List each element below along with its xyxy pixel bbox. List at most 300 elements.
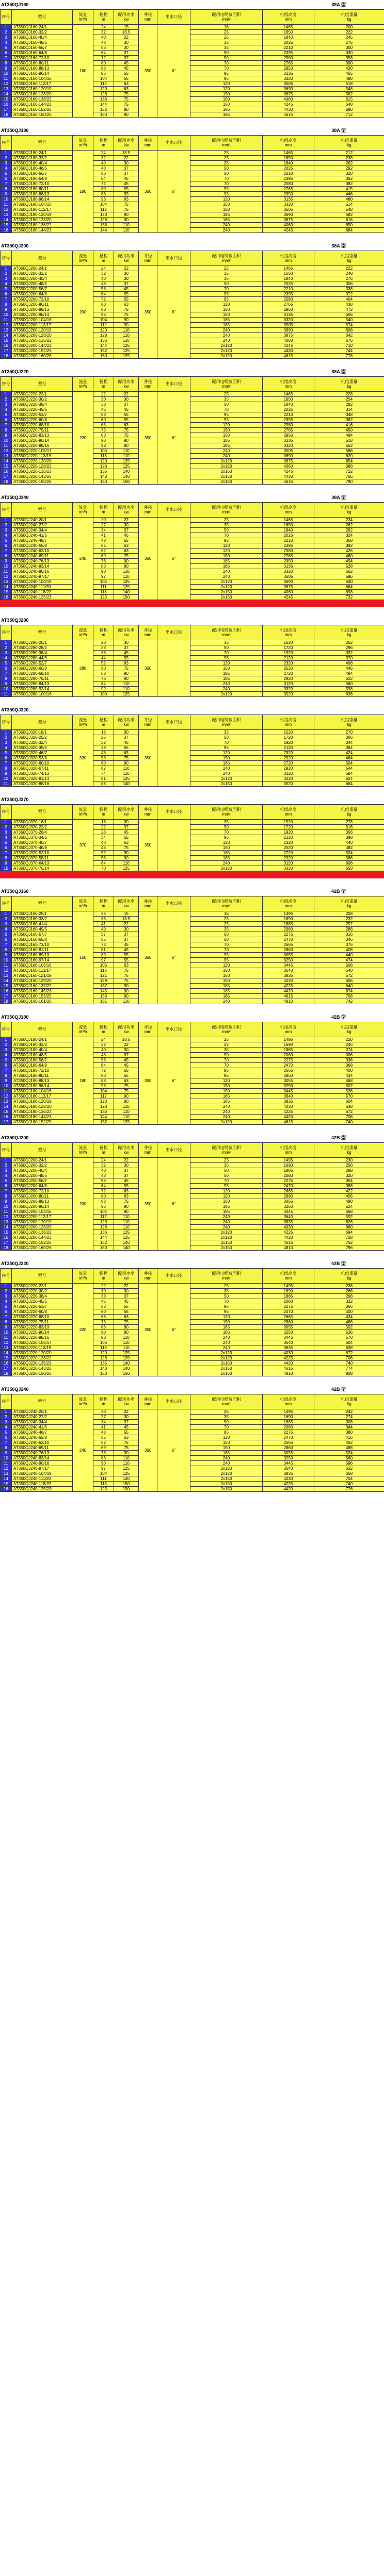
row-index: 2 bbox=[1, 1163, 12, 1168]
table-row bbox=[1, 671, 384, 676]
row-model: AT350QJ160-129/20 bbox=[12, 978, 73, 984]
row-model: AT350QJ180-136/22 bbox=[12, 1109, 73, 1115]
row-length: 2580 bbox=[263, 423, 314, 428]
row-index: 1 bbox=[1, 820, 12, 825]
row-cable: 50 bbox=[190, 1168, 263, 1173]
row-weight: 262 bbox=[314, 640, 384, 645]
row-power: 22 bbox=[114, 156, 139, 161]
row-head: 68 bbox=[93, 423, 114, 428]
row-power: 63 bbox=[114, 751, 139, 756]
row-outlet: 6" bbox=[157, 911, 190, 1004]
row-head: 22 bbox=[93, 392, 114, 397]
row-cable: 240 bbox=[190, 1345, 263, 1351]
row-weight: 274 bbox=[314, 1415, 384, 1420]
row-head: 64 bbox=[93, 861, 114, 866]
row-model: AT350QJ220-22/1 bbox=[12, 1284, 73, 1289]
row-cable: 150 bbox=[190, 666, 263, 671]
table-row bbox=[1, 318, 384, 323]
row-head: 39 bbox=[93, 745, 114, 751]
row-index: 3 bbox=[1, 651, 12, 656]
row-model: AT350QJ220-45/5 bbox=[12, 407, 73, 412]
row-length: 3640 bbox=[263, 1466, 314, 1471]
row-power: 150 bbox=[114, 1487, 139, 1492]
table-row bbox=[1, 464, 384, 469]
row-cable: 150 bbox=[190, 92, 263, 97]
table-row bbox=[1, 407, 384, 412]
row-length: 4420 bbox=[263, 989, 314, 994]
row-model: AT350QJ180-80/11 bbox=[12, 1073, 73, 1078]
row-power: 110 bbox=[114, 861, 139, 866]
row-length: 1885 bbox=[263, 1168, 314, 1173]
section-divider bbox=[0, 600, 384, 607]
row-length: 4245 bbox=[263, 469, 314, 474]
table-row bbox=[1, 1037, 384, 1042]
row-power: 90 bbox=[114, 676, 139, 682]
row-model: AT350QJ240-55/8 bbox=[12, 543, 73, 549]
row-model: AT350QJ180-72/10 bbox=[12, 181, 73, 187]
row-model: AT350QJ180-56/7 bbox=[12, 1058, 73, 1063]
row-model: AT350QJ180-96/14 bbox=[12, 1084, 73, 1089]
header-length: 机组高度 mm bbox=[263, 805, 314, 820]
table-row bbox=[1, 1053, 384, 1058]
row-cable: 2x150 bbox=[190, 1240, 263, 1245]
row-flow: 370 bbox=[73, 820, 93, 871]
row-model: AT350QJ370-70/14 bbox=[12, 866, 73, 871]
row-model: AT350QJ370-34/5 bbox=[12, 835, 73, 840]
row-head: 97 bbox=[93, 958, 114, 963]
row-index: 6 bbox=[1, 292, 12, 297]
table-row bbox=[1, 1109, 384, 1115]
row-index: 15 bbox=[1, 1109, 12, 1115]
header-cable: 配用电缆截面积 mm² bbox=[190, 1022, 263, 1037]
row-head: 36 bbox=[93, 651, 114, 656]
row-length: 3055 bbox=[263, 1078, 314, 1084]
row-length: 1495 bbox=[263, 1158, 314, 1163]
table-row bbox=[1, 1048, 384, 1053]
row-head: 112 bbox=[93, 1215, 114, 1220]
row-index: 3 bbox=[1, 528, 12, 533]
row-cable: 50 bbox=[190, 932, 263, 937]
row-head: 84 bbox=[93, 682, 114, 687]
row-model: AT350QJ160-32/2 bbox=[12, 30, 73, 35]
row-index: 14 bbox=[1, 1351, 12, 1356]
row-length: 2765 bbox=[263, 428, 314, 433]
row-head: 83 bbox=[93, 433, 114, 438]
table-row bbox=[1, 1415, 384, 1420]
row-index: 18 bbox=[1, 354, 12, 359]
row-weight: 490 bbox=[314, 1199, 384, 1204]
row-power: 140 bbox=[114, 474, 139, 479]
row-weight: 254 bbox=[314, 397, 384, 402]
header-idx: 序号 bbox=[1, 625, 12, 640]
row-power: 75 bbox=[114, 312, 139, 318]
row-index: 17 bbox=[1, 1240, 12, 1245]
row-index: 10 bbox=[1, 564, 12, 569]
row-weight: 524 bbox=[314, 851, 384, 856]
table-row bbox=[1, 825, 384, 830]
row-head: 160 bbox=[93, 354, 114, 359]
row-weight: 774 bbox=[314, 1366, 384, 1371]
row-head: 18 bbox=[93, 730, 114, 735]
row-cable: 95 bbox=[190, 538, 263, 543]
table-row bbox=[1, 312, 384, 318]
header-head: 扬程 m bbox=[93, 377, 114, 392]
row-power: 63 bbox=[114, 87, 139, 92]
row-length: 1650 bbox=[263, 271, 314, 276]
row-index: 4 bbox=[1, 1425, 12, 1430]
row-cable: 2x120 bbox=[190, 579, 263, 585]
row-length: 3835 bbox=[263, 1220, 314, 1225]
table-row bbox=[1, 302, 384, 307]
row-head: 97 bbox=[93, 1466, 114, 1471]
row-head: 76 bbox=[93, 559, 114, 564]
row-index: 1 bbox=[1, 266, 12, 271]
row-cable: 120 bbox=[190, 87, 263, 92]
table-row bbox=[1, 745, 384, 751]
row-power: 75 bbox=[114, 1320, 139, 1325]
row-head: 76 bbox=[93, 1451, 114, 1456]
row-cable: 240 bbox=[190, 1225, 263, 1230]
row-power: 90 bbox=[114, 112, 139, 118]
row-flow: 160 bbox=[73, 25, 93, 118]
header-weight: 机组重量 kg bbox=[314, 625, 384, 640]
table-body bbox=[1, 730, 384, 787]
row-model: AT350QJ320-81/14 bbox=[12, 776, 73, 782]
header-idx: 序号 bbox=[1, 896, 12, 911]
row-length: 3120 bbox=[263, 861, 314, 866]
row-weight: 424 bbox=[314, 751, 384, 756]
row-index: 11 bbox=[1, 1335, 12, 1340]
row-power: 55 bbox=[114, 192, 139, 197]
row-power: 75 bbox=[114, 1084, 139, 1089]
row-length: 3320 bbox=[263, 687, 314, 692]
header-weight: 机组重量 kg bbox=[314, 251, 384, 266]
row-model: AT350QJ200-136/22 bbox=[12, 338, 73, 343]
row-cable: 120 bbox=[190, 661, 263, 666]
spec-table bbox=[0, 9, 384, 118]
row-model: AT350QJ220-60/8 bbox=[12, 1309, 73, 1315]
row-weight: 608 bbox=[314, 861, 384, 866]
row-weight: 236 bbox=[314, 1284, 384, 1289]
row-model: AT350QJ240-125/23 bbox=[12, 1487, 73, 1492]
row-length: 4615 bbox=[263, 1120, 314, 1125]
row-weight: 408 bbox=[314, 661, 384, 666]
row-cable: 25 bbox=[190, 35, 263, 40]
row-index: 9 bbox=[1, 1078, 12, 1084]
row-head: 44 bbox=[93, 656, 114, 661]
header-pipe: 井径 mm bbox=[139, 1269, 157, 1284]
row-length: 3875 bbox=[263, 333, 314, 338]
row-cable: 50 bbox=[190, 735, 263, 740]
section-gap bbox=[0, 1125, 384, 1133]
row-head: 161 bbox=[93, 999, 114, 1004]
row-weight: 608 bbox=[314, 328, 384, 333]
row-length: 3445 bbox=[263, 963, 314, 968]
table-row bbox=[1, 45, 384, 51]
row-index: 4 bbox=[1, 835, 12, 840]
row-length: 4225 bbox=[263, 1109, 314, 1115]
row-length: 2080 bbox=[263, 1053, 314, 1058]
table-row bbox=[1, 590, 384, 595]
row-length: 2275 bbox=[263, 1430, 314, 1435]
row-cable: 185 bbox=[190, 564, 263, 569]
row-cable: 95 bbox=[190, 1184, 263, 1189]
row-index: 6 bbox=[1, 543, 12, 549]
row-length: 3320 bbox=[263, 318, 314, 323]
row-length: 2720 bbox=[263, 761, 314, 766]
row-length: 2080 bbox=[263, 1173, 314, 1178]
row-head: 112 bbox=[93, 1094, 114, 1099]
row-power: 30 bbox=[114, 730, 139, 735]
row-power: 45 bbox=[114, 61, 139, 66]
row-weight: 494 bbox=[314, 559, 384, 564]
row-cable: 2x150 bbox=[190, 1476, 263, 1482]
row-cable: 50 bbox=[190, 281, 263, 287]
row-head: 38 bbox=[93, 402, 114, 407]
row-head: 88 bbox=[93, 192, 114, 197]
row-index: 4 bbox=[1, 1053, 12, 1058]
row-length: 2950 bbox=[263, 66, 314, 71]
table-row bbox=[1, 1299, 384, 1304]
table-row bbox=[1, 1089, 384, 1094]
row-length: 3320 bbox=[263, 866, 314, 871]
row-cable: 35 bbox=[190, 1289, 263, 1294]
row-length: 3445 bbox=[263, 1461, 314, 1466]
row-model: AT350QJ180-64/8 bbox=[12, 1063, 73, 1068]
row-index: 11 bbox=[1, 1209, 12, 1215]
table-row bbox=[1, 1245, 384, 1251]
row-model: AT350QJ160-48/5 bbox=[12, 40, 73, 45]
row-weight: 482 bbox=[314, 845, 384, 851]
row-weight: 314 bbox=[314, 407, 384, 412]
row-length: 1495 bbox=[263, 911, 314, 917]
row-weight: 420 bbox=[314, 66, 384, 71]
table-row bbox=[1, 81, 384, 87]
row-head: 88 bbox=[93, 66, 114, 71]
row-power: 45 bbox=[114, 181, 139, 187]
row-index: 14 bbox=[1, 459, 12, 464]
row-model: AT350QJ160-40/4 bbox=[12, 35, 73, 40]
row-model: AT350QJ200-144/23 bbox=[12, 343, 73, 348]
row-head: 48 bbox=[93, 166, 114, 171]
row-cable: 2x120 bbox=[190, 459, 263, 464]
row-cable: 50 bbox=[190, 1294, 263, 1299]
row-head: 56 bbox=[93, 171, 114, 176]
row-power: 90 bbox=[114, 1330, 139, 1335]
row-length: 1690 bbox=[263, 1163, 314, 1168]
row-length: 1920 bbox=[263, 651, 314, 656]
row-length: 3520 bbox=[263, 782, 314, 787]
row-model: AT350QJ180-104/16 bbox=[12, 1089, 73, 1094]
row-cable: 120 bbox=[190, 81, 263, 87]
row-weight: 740 bbox=[314, 1361, 384, 1366]
row-index: 7 bbox=[1, 549, 12, 554]
row-power: 22 bbox=[114, 1409, 139, 1415]
row-head: 72 bbox=[93, 1189, 114, 1194]
row-power: 125 bbox=[114, 348, 139, 354]
row-head: 72 bbox=[93, 297, 114, 302]
row-pipe: 350 bbox=[139, 151, 157, 233]
row-head: 52 bbox=[93, 661, 114, 666]
row-length: 2580 bbox=[263, 297, 314, 302]
series-label: 38A 型 bbox=[331, 495, 346, 500]
row-head: 80 bbox=[93, 1194, 114, 1199]
row-length: 2025 bbox=[263, 533, 314, 538]
row-model: AT350QJ240-83/14 bbox=[12, 1456, 73, 1461]
header-length: 机组高度 mm bbox=[263, 10, 314, 25]
row-index: 11 bbox=[1, 782, 12, 787]
row-model: AT350QJ220-150/26 bbox=[12, 479, 73, 485]
row-index: 12 bbox=[1, 1466, 12, 1471]
row-index: 7 bbox=[1, 942, 12, 948]
row-model: AT350QJ160-96/14 bbox=[12, 71, 73, 76]
row-index: 15 bbox=[1, 1356, 12, 1361]
header-length: 机组高度 mm bbox=[263, 136, 314, 151]
row-head: 70 bbox=[93, 866, 114, 871]
table-row bbox=[1, 1440, 384, 1445]
row-length: 1650 bbox=[263, 523, 314, 528]
row-cable: 150 bbox=[190, 973, 263, 978]
table-row bbox=[1, 820, 384, 825]
row-cable: 185 bbox=[190, 1209, 263, 1215]
row-weight: 234 bbox=[314, 518, 384, 523]
row-index: 9 bbox=[1, 1325, 12, 1330]
row-model: AT350QJ240-111/20 bbox=[12, 1476, 73, 1482]
pump-spec-block bbox=[0, 1133, 384, 1251]
row-head: 34 bbox=[93, 835, 114, 840]
table-row bbox=[1, 989, 384, 994]
row-head: 64 bbox=[93, 1063, 114, 1068]
header-outlet: 出水口径 bbox=[157, 251, 190, 266]
row-length: 2025 bbox=[263, 166, 314, 171]
row-weight: 474 bbox=[314, 958, 384, 963]
row-weight: 712 bbox=[314, 112, 384, 118]
row-length: 3505 bbox=[263, 448, 314, 454]
row-power: 110 bbox=[114, 1215, 139, 1220]
row-length: 2860 bbox=[263, 1073, 314, 1078]
pump-spec-block bbox=[0, 705, 384, 787]
row-index: 8 bbox=[1, 676, 12, 682]
row-weight: 572 bbox=[314, 973, 384, 978]
row-model: AT350QJ240-34/4 bbox=[12, 528, 73, 533]
row-cable: 2x150 bbox=[190, 479, 263, 485]
row-model: AT350QJ180-88/13 bbox=[12, 192, 73, 197]
row-head: 144 bbox=[93, 1235, 114, 1240]
row-index: 5 bbox=[1, 932, 12, 937]
row-model: AT350QJ220-53/7 bbox=[12, 1304, 73, 1309]
row-index: 3 bbox=[1, 1048, 12, 1053]
row-length: 1920 bbox=[263, 830, 314, 835]
row-head: 83 bbox=[93, 1456, 114, 1461]
block-title bbox=[0, 0, 384, 9]
header-length: 机组高度 mm bbox=[263, 896, 314, 911]
row-model: AT350QJ200-88/13 bbox=[12, 307, 73, 312]
table-row bbox=[1, 1073, 384, 1078]
row-outlet bbox=[157, 730, 190, 787]
row-length: 3640 bbox=[263, 1340, 314, 1345]
row-length: 2080 bbox=[263, 927, 314, 932]
row-flow: 160 bbox=[73, 911, 93, 1004]
row-length: 2860 bbox=[263, 1320, 314, 1325]
row-power: 37 bbox=[114, 937, 139, 942]
header-flow: 流量 m³/h bbox=[73, 1269, 93, 1284]
row-weight: 390 bbox=[314, 61, 384, 66]
header-head: 扬程 m bbox=[93, 1022, 114, 1037]
row-index: 13 bbox=[1, 579, 12, 585]
row-power: 75 bbox=[114, 968, 139, 973]
row-cable: 50 bbox=[190, 528, 263, 533]
row-head: 96 bbox=[93, 197, 114, 202]
row-head: 53 bbox=[93, 412, 114, 418]
row-length: 3250 bbox=[263, 1456, 314, 1461]
row-weight: 408 bbox=[314, 948, 384, 953]
row-head: 112 bbox=[93, 207, 114, 212]
row-index: 11 bbox=[1, 76, 12, 81]
row-index: 11 bbox=[1, 963, 12, 968]
row-weight: 584 bbox=[314, 771, 384, 776]
row-power: 30 bbox=[114, 640, 139, 645]
row-index: 12 bbox=[1, 448, 12, 454]
row-power: 125 bbox=[114, 692, 139, 697]
table-row bbox=[1, 756, 384, 761]
row-model: AT350QJ220-30/2 bbox=[12, 397, 73, 402]
row-head: 55 bbox=[93, 543, 114, 549]
series-label: 38A 型 bbox=[331, 128, 346, 133]
row-cable: 2x120 bbox=[190, 343, 263, 348]
header-idx: 序号 bbox=[1, 251, 12, 266]
header-model: 型号 bbox=[12, 136, 73, 151]
row-model: AT350QJ320-88/16 bbox=[12, 782, 73, 787]
row-index: 6 bbox=[1, 845, 12, 851]
row-weight: 422 bbox=[314, 1189, 384, 1194]
row-model: AT350QJ200-152/25 bbox=[12, 1240, 73, 1245]
table-header bbox=[1, 1143, 384, 1158]
header-flow: 流量 m³/h bbox=[73, 1022, 93, 1037]
row-model: AT350QJ200-144/23 bbox=[12, 1235, 73, 1240]
table-row bbox=[1, 281, 384, 287]
row-head: 64 bbox=[93, 176, 114, 181]
header-head: 扬程 m bbox=[93, 1394, 114, 1409]
row-head: 30 bbox=[93, 397, 114, 402]
row-power: 75 bbox=[114, 307, 139, 312]
table-row bbox=[1, 559, 384, 564]
table-row bbox=[1, 1240, 384, 1245]
row-weight: 582 bbox=[314, 212, 384, 218]
row-index: 5 bbox=[1, 751, 12, 756]
table-row bbox=[1, 1078, 384, 1084]
table-row bbox=[1, 1184, 384, 1189]
row-head: 150 bbox=[93, 479, 114, 485]
row-head: 30 bbox=[93, 1289, 114, 1294]
row-model: AT350QJ280-100/16 bbox=[12, 692, 73, 697]
row-head: 22 bbox=[93, 1284, 114, 1289]
row-cable: 50 bbox=[190, 51, 263, 56]
row-head: 52 bbox=[93, 851, 114, 856]
row-flow: 200 bbox=[73, 266, 93, 359]
row-model: AT350QJ280-76/11 bbox=[12, 676, 73, 682]
table-row bbox=[1, 343, 384, 348]
row-weight: 636 bbox=[314, 692, 384, 697]
block-model-prefix: AT350QJ240 bbox=[1, 1387, 29, 1392]
row-weight: 400 bbox=[314, 1068, 384, 1073]
table-row bbox=[1, 1420, 384, 1425]
row-length: 3445 bbox=[263, 1335, 314, 1340]
row-power: 55 bbox=[114, 292, 139, 297]
header-power: 配用功率 kw bbox=[114, 377, 139, 392]
row-cable: 70 bbox=[190, 176, 263, 181]
row-index: 7 bbox=[1, 1440, 12, 1445]
row-weight: 624 bbox=[314, 776, 384, 782]
